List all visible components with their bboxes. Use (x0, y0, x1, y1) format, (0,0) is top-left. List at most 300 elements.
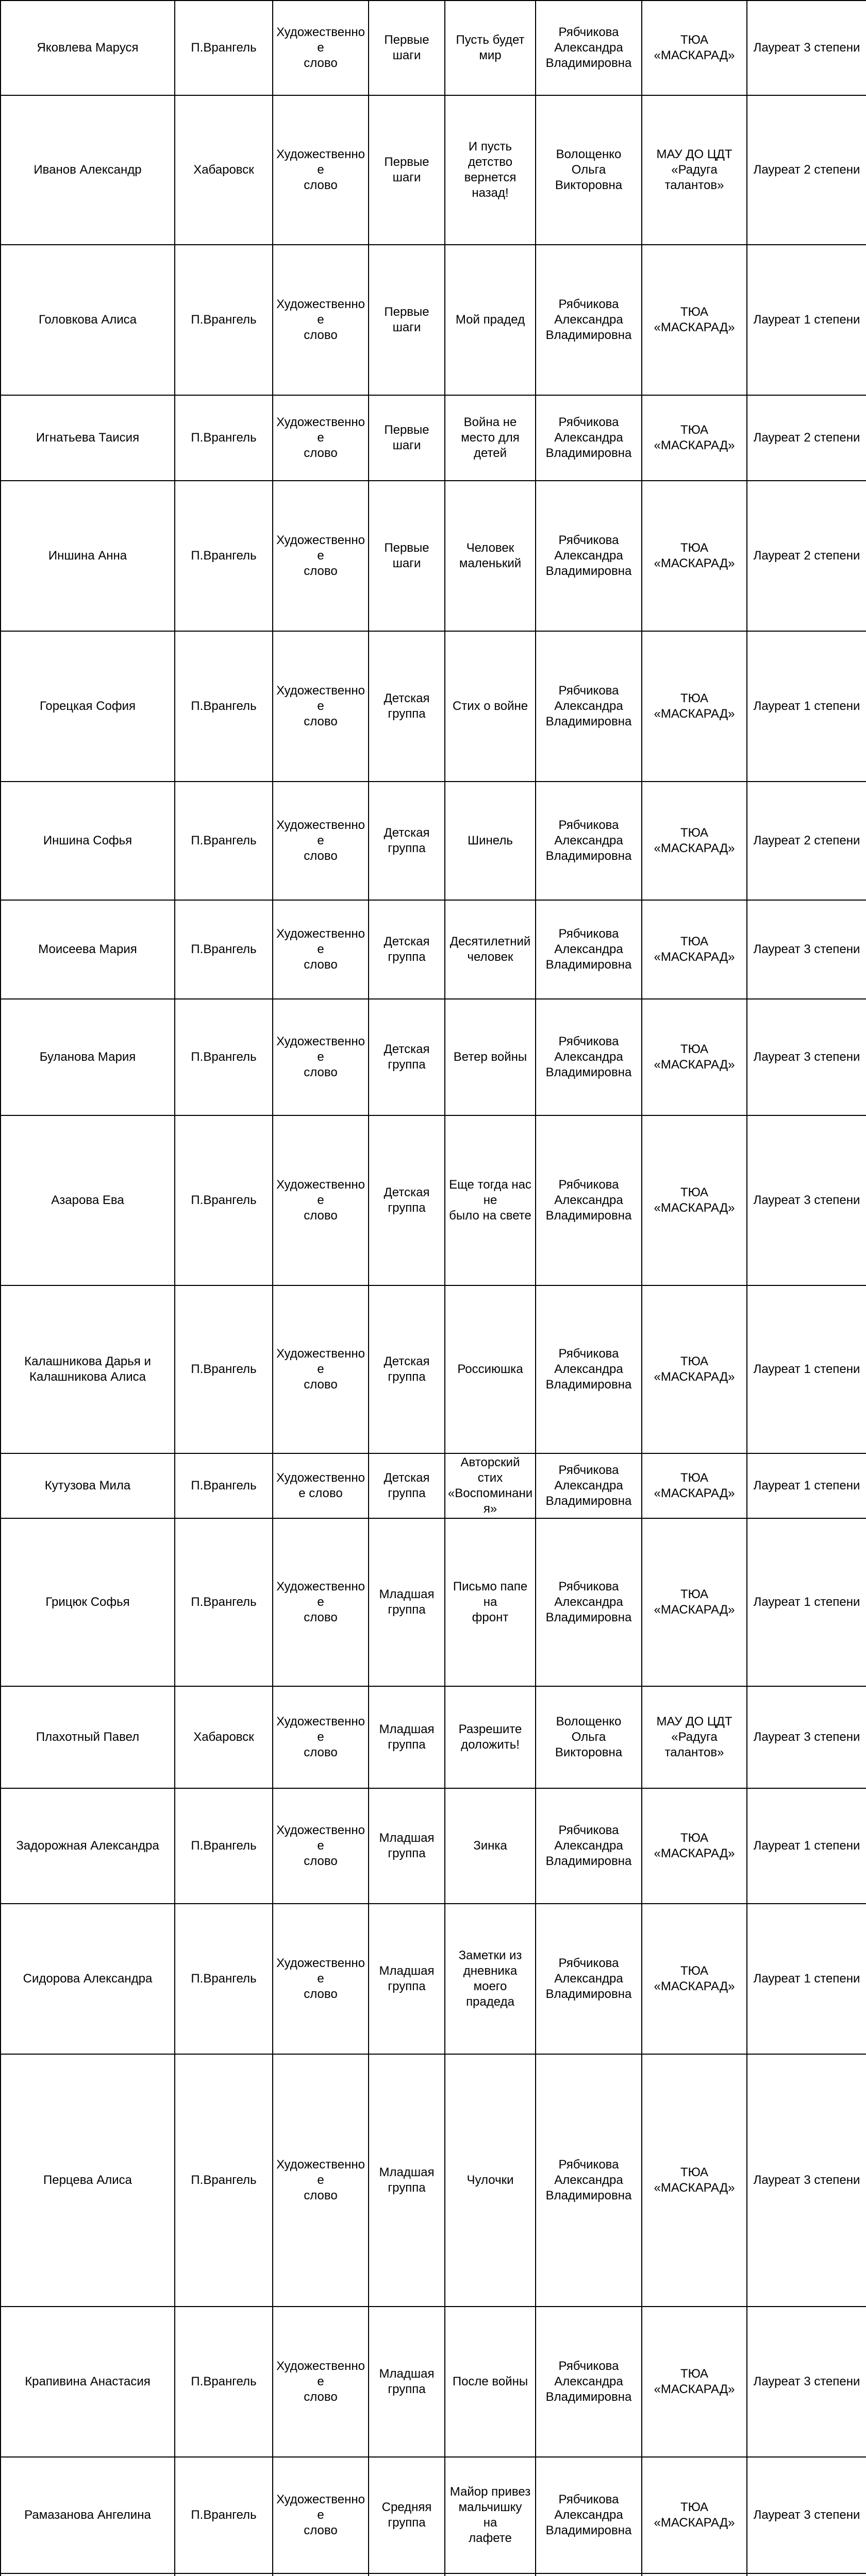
work-title-text: Чулочки (467, 2173, 514, 2187)
participant-name-text: Иншина Софья (43, 834, 132, 848)
nomination-cell (273, 1904, 369, 2054)
result-cell (747, 2573, 866, 2576)
city-text: Хабаровск (193, 1730, 254, 1744)
age-group-text: Детская группа (384, 935, 430, 964)
city-cell (175, 1453, 273, 1518)
work-title-cell (445, 1788, 536, 1904)
nomination-cell (273, 2573, 369, 2576)
age-group-cell (369, 245, 445, 395)
result-text: Лауреат 2 степени (753, 431, 860, 445)
city-cell (175, 2054, 273, 2307)
participant-name-cell (1, 1115, 175, 1285)
participant-name-cell (1, 1904, 175, 2054)
age-group-cell (369, 1453, 445, 1518)
work-title-cell (445, 2307, 536, 2457)
participant-name-cell (1, 782, 175, 900)
nomination-cell (273, 481, 369, 631)
city-cell (175, 631, 273, 782)
teacher-text: Рябчикова Александра Владимировна (545, 1956, 632, 2001)
work-title-cell (445, 481, 536, 631)
work-title-text: После войны (452, 2375, 528, 2388)
nomination-text: Художественно е слово (276, 147, 365, 192)
city-cell (175, 900, 273, 999)
organization-cell (642, 245, 747, 395)
participant-name-cell (1, 95, 175, 245)
result-text: Лауреат 3 степени (753, 1050, 860, 1064)
table-row (1, 1788, 866, 1904)
organization-text: ТЮА «МАСКАРАД» (654, 691, 735, 721)
nomination-cell (273, 631, 369, 782)
participant-name-cell (1, 2457, 175, 2573)
result-text: Лауреат 1 степени (753, 699, 860, 713)
age-group-text: Младшая группа (379, 1964, 435, 1993)
participant-name-cell (1, 395, 175, 481)
table-row (1, 1904, 866, 2054)
organization-cell (642, 2457, 747, 2573)
work-title-text: Майор привез мальчишку на лафете (449, 2485, 531, 2545)
teacher-text: Рябчикова Александра Владимировна (545, 818, 632, 863)
work-title-cell (445, 2457, 536, 2573)
teacher-text: Рябчикова Александра Владимировна (545, 2158, 632, 2202)
work-title-text: Разрешите доложить! (458, 1722, 522, 1752)
teacher-text: Рябчикова Александра Владимировна (545, 1035, 632, 1079)
teacher-cell (536, 782, 642, 900)
city-cell (175, 1, 273, 95)
result-text: Лауреат 3 степени (753, 2508, 860, 2522)
nomination-cell (273, 1686, 369, 1788)
result-cell (747, 2307, 866, 2457)
organization-cell (642, 481, 747, 631)
teacher-text: Волощенко Ольга Викторовна (555, 1715, 623, 1759)
age-group-cell (369, 1115, 445, 1285)
nomination-text: Художественно е слово (276, 927, 365, 972)
age-group-text: Младшая группа (379, 1831, 435, 1860)
city-text: П.Врангель (191, 431, 257, 445)
city-text: Хабаровск (193, 163, 254, 177)
teacher-cell (536, 1518, 642, 1686)
result-cell (747, 900, 866, 999)
work-title-cell (445, 95, 536, 245)
result-text: Лауреат 3 степени (753, 1193, 860, 1207)
city-cell (175, 782, 273, 900)
result-cell (747, 1686, 866, 1788)
teacher-text: Рябчикова Александра Владимировна (545, 2493, 632, 2537)
participant-name-text: Крапивина Анастасия (25, 2375, 151, 2388)
organization-text: ТЮА «МАСКАРАД» (654, 2500, 735, 2530)
result-text: Лауреат 3 степени (753, 2173, 860, 2187)
city-cell (175, 481, 273, 631)
age-group-cell (369, 2457, 445, 2573)
age-group-cell (369, 2054, 445, 2307)
work-title-cell (445, 631, 536, 782)
city-cell (175, 95, 273, 245)
age-group-text: Младшая группа (379, 2165, 435, 2195)
participant-name-text: Грицюк Софья (45, 1595, 130, 1609)
teacher-cell (536, 2054, 642, 2307)
nomination-cell (273, 900, 369, 999)
result-text: Лауреат 1 степени (753, 1839, 860, 1853)
teacher-text: Рябчикова Александра Владимировна (545, 1823, 632, 1868)
nomination-text: Художественно е слово (276, 415, 365, 460)
city-cell (175, 1904, 273, 2054)
result-cell (747, 481, 866, 631)
age-group-cell (369, 1686, 445, 1788)
nomination-text: Художественно е слово (276, 1035, 365, 1079)
organization-cell (642, 900, 747, 999)
city-cell (175, 1788, 273, 1904)
participant-name-text: Рамазанова Ангелина (24, 2508, 151, 2522)
work-title-text: Зинка (473, 1839, 507, 1853)
age-group-text: Детская группа (384, 1185, 430, 1215)
city-text: П.Врангель (191, 41, 257, 55)
organization-text: ТЮА «МАСКАРАД» (654, 305, 735, 334)
result-cell (747, 782, 866, 900)
teacher-text: Рябчикова Александра Владимировна (545, 684, 632, 728)
age-group-cell (369, 631, 445, 782)
participant-name-text: Иванов Александр (34, 163, 142, 177)
result-text: Лауреат 1 степени (753, 313, 860, 327)
work-title-text: Десятилетний человек (449, 935, 531, 964)
table-row (1, 1, 866, 95)
participant-name-text: Яковлева Маруся (37, 41, 139, 55)
work-title-text: Россиюшка (457, 1362, 523, 1376)
table-row (1, 1115, 866, 1285)
table-row (1, 782, 866, 900)
table-row (1, 999, 866, 1115)
teacher-cell (536, 1115, 642, 1285)
teacher-cell (536, 999, 642, 1115)
nomination-text: Художественно е слово (276, 297, 365, 342)
work-title-cell (445, 1285, 536, 1453)
city-cell (175, 1285, 273, 1453)
city-text: П.Врангель (191, 1972, 257, 1986)
participant-name-text: Азарова Ева (51, 1193, 124, 1207)
age-group-text: Первые шаги (384, 423, 429, 452)
organization-cell (642, 999, 747, 1115)
nomination-cell (273, 2457, 369, 2573)
city-cell (175, 1686, 273, 1788)
teacher-cell (536, 1453, 642, 1518)
work-title-cell (445, 1518, 536, 1686)
organization-text: ТЮА «МАСКАРАД» (654, 935, 735, 964)
teacher-cell (536, 245, 642, 395)
nomination-text: Художественно е слово (276, 1956, 365, 2001)
work-title-cell (445, 245, 536, 395)
result-cell (747, 1518, 866, 1686)
nomination-text: Художественно е слово (276, 684, 365, 728)
teacher-cell (536, 631, 642, 782)
result-cell (747, 1904, 866, 2054)
teacher-text: Рябчикова Александра Владимировна (545, 927, 632, 972)
organization-cell (642, 1285, 747, 1453)
organization-text: МАУ ДО ЦДТ «Радуга талантов» (656, 147, 732, 192)
participant-name-cell (1, 2573, 175, 2576)
city-text: П.Врангель (191, 1193, 257, 1207)
organization-cell (642, 1115, 747, 1285)
result-text: Лауреат 1 степени (753, 1479, 860, 1493)
city-text: П.Врангель (191, 1050, 257, 1064)
nomination-cell (273, 782, 369, 900)
participant-name-cell (1, 999, 175, 1115)
participant-name-text: Горецкая София (39, 699, 136, 713)
age-group-cell (369, 2307, 445, 2457)
work-title-cell (445, 1904, 536, 2054)
organization-text: МАУ ДО ЦДТ «Радуга талантов» (656, 1715, 732, 1759)
organization-cell (642, 1904, 747, 2054)
city-cell (175, 395, 273, 481)
participant-name-text: Сидорова Александра (23, 1972, 153, 1986)
city-text: П.Врангель (191, 313, 257, 327)
organization-cell (642, 1518, 747, 1686)
work-title-cell (445, 2054, 536, 2307)
teacher-cell (536, 395, 642, 481)
city-cell (175, 1115, 273, 1285)
result-text: Лауреат 2 степени (753, 834, 860, 848)
age-group-cell (369, 95, 445, 245)
age-group-text: Детская группа (384, 1042, 430, 1072)
table-row (1, 1518, 866, 1686)
organization-text: ТЮА «МАСКАРАД» (654, 2367, 735, 2396)
work-title-text: Война не место для детей (461, 415, 520, 460)
age-group-text: Первые шаги (384, 305, 429, 334)
table-row (1, 1453, 866, 1518)
table-row (1, 1686, 866, 1788)
nomination-text: Художественно е слово (276, 818, 365, 863)
nomination-text: Художественно е слово (276, 1471, 365, 1500)
city-text: П.Врангель (191, 834, 257, 848)
result-cell (747, 1115, 866, 1285)
organization-cell (642, 95, 747, 245)
age-group-text: Первые шаги (384, 33, 429, 62)
work-title-text: Ветер войны (453, 1050, 527, 1064)
result-text: Лауреат 1 степени (753, 1972, 860, 1986)
teacher-text: Рябчикова Александра Владимировна (545, 297, 632, 342)
city-text: П.Врангель (191, 699, 257, 713)
teacher-text: Рябчикова Александра Владимировна (545, 1580, 632, 1624)
nomination-cell (273, 2054, 369, 2307)
table-row (1, 2457, 866, 2573)
age-group-cell (369, 1788, 445, 1904)
organization-cell (642, 1788, 747, 1904)
participant-name-cell (1, 1, 175, 95)
participant-name-cell (1, 900, 175, 999)
participant-name-text: Буланова Мария (39, 1050, 136, 1064)
table-row (1, 900, 866, 999)
work-title-cell (445, 2573, 536, 2576)
organization-text: ТЮА «МАСКАРАД» (654, 1831, 735, 1860)
table-row (1, 2307, 866, 2457)
table-row (1, 245, 866, 395)
work-title-text: И пусть детство вернется назад! (464, 140, 517, 200)
age-group-text: Детская группа (384, 826, 430, 855)
city-text: П.Врангель (191, 942, 257, 956)
age-group-text: Первые шаги (384, 541, 429, 570)
work-title-text: Человек маленький (459, 541, 522, 570)
table-row (1, 395, 866, 481)
teacher-text: Рябчикова Александра Владимировна (545, 1178, 632, 1223)
age-group-text: Средняя группа (381, 2500, 432, 2530)
participant-name-text: Плахотный Павел (36, 1730, 140, 1744)
work-title-text: Стих о войне (452, 699, 528, 713)
participant-name-text: Перцева Алиса (43, 2173, 132, 2187)
age-group-cell (369, 1518, 445, 1686)
teacher-text: Рябчикова Александра Владимировна (545, 2359, 632, 2404)
city-text: П.Врангель (191, 1362, 257, 1376)
organization-cell (642, 2054, 747, 2307)
organization-text: ТЮА «МАСКАРАД» (654, 33, 735, 62)
participant-name-cell (1, 2054, 175, 2307)
teacher-text: Волощенко Ольга Викторовна (555, 147, 623, 192)
city-cell (175, 1518, 273, 1686)
teacher-text: Рябчикова Александра Владимировна (545, 25, 632, 70)
organization-cell (642, 2573, 747, 2576)
work-title-cell (445, 1115, 536, 1285)
teacher-cell (536, 900, 642, 999)
age-group-cell (369, 1285, 445, 1453)
participant-name-text: Задорожная Александра (16, 1839, 159, 1853)
result-text: Лауреат 1 степени (753, 1595, 860, 1609)
work-title-cell (445, 782, 536, 900)
teacher-text: Рябчикова Александра Владимировна (545, 1347, 632, 1392)
age-group-text: Первые шаги (384, 155, 429, 184)
result-cell (747, 631, 866, 782)
age-group-text: Младшая группа (379, 1587, 435, 1617)
nomination-text: Художественно е слово (276, 533, 365, 578)
nomination-cell (273, 1788, 369, 1904)
teacher-cell (536, 2457, 642, 2573)
result-text: Лауреат 2 степени (753, 163, 860, 177)
nomination-cell (273, 1518, 369, 1686)
participant-name-text: Моисеева Мария (38, 942, 137, 956)
result-cell (747, 1788, 866, 1904)
work-title-text: Еще тогда нас не было на свете (449, 1178, 531, 1223)
work-title-cell (445, 1453, 536, 1518)
participant-name-cell (1, 1453, 175, 1518)
nomination-text: Художественно е слово (276, 1347, 365, 1392)
nomination-text: Художественно е слово (276, 2493, 365, 2537)
city-text: П.Врангель (191, 1479, 257, 1493)
work-title-text: Шинель (468, 834, 513, 848)
organization-cell (642, 782, 747, 900)
result-cell (747, 1285, 866, 1453)
participant-name-cell (1, 631, 175, 782)
table-row (1, 95, 866, 245)
age-group-cell (369, 395, 445, 481)
result-cell (747, 2054, 866, 2307)
participant-name-text: Калашникова Дарья и Калашникова Алиса (24, 1354, 151, 1384)
age-group-cell (369, 1904, 445, 2054)
age-group-text: Младшая группа (379, 1722, 435, 1752)
results-table-body (1, 1, 866, 2576)
work-title-text: Заметки из дневника моего прадеда (458, 1948, 522, 2009)
work-title-text: Пусть будет мир (456, 33, 525, 62)
result-cell (747, 1453, 866, 1518)
teacher-text: Рябчикова Александра Владимировна (545, 415, 632, 460)
organization-cell (642, 2307, 747, 2457)
participant-name-cell (1, 481, 175, 631)
nomination-text: Художественно е слово (276, 25, 365, 70)
nomination-text: Художественно е слово (276, 1580, 365, 1624)
participant-name-text: Игнатьева Таисия (36, 431, 140, 445)
nomination-text: Художественно е слово (276, 1178, 365, 1223)
participant-name-cell (1, 2307, 175, 2457)
city-cell (175, 2457, 273, 2573)
table-row (1, 2054, 866, 2307)
work-title-cell (445, 395, 536, 481)
result-cell (747, 95, 866, 245)
nomination-cell (273, 1285, 369, 1453)
nomination-text: Художественно е слово (276, 2359, 365, 2404)
participant-name-text: Иншина Анна (48, 549, 127, 563)
city-text: П.Врангель (191, 1595, 257, 1609)
organization-text: ТЮА «МАСКАРАД» (654, 826, 735, 855)
organization-text: ТЮА «МАСКАРАД» (654, 1964, 735, 1993)
teacher-cell (536, 95, 642, 245)
result-text: Лауреат 1 степени (753, 1362, 860, 1376)
result-cell (747, 2457, 866, 2573)
organization-cell (642, 395, 747, 481)
city-cell (175, 2307, 273, 2457)
nomination-cell (273, 999, 369, 1115)
organization-text: ТЮА «МАСКАРАД» (654, 1354, 735, 1384)
teacher-cell (536, 1686, 642, 1788)
city-cell (175, 999, 273, 1115)
work-title-cell (445, 1686, 536, 1788)
city-text: П.Врангель (191, 1839, 257, 1853)
teacher-cell (536, 1904, 642, 2054)
teacher-cell (536, 1285, 642, 1453)
participant-name-cell (1, 1788, 175, 1904)
result-cell (747, 395, 866, 481)
teacher-text: Рябчикова Александра Владимировна (545, 1463, 632, 1508)
city-text: П.Врангель (191, 2173, 257, 2187)
age-group-cell (369, 900, 445, 999)
city-cell (175, 245, 273, 395)
organization-text: ТЮА «МАСКАРАД» (654, 1042, 735, 1072)
organization-text: ТЮА «МАСКАРАД» (654, 1587, 735, 1617)
organization-cell (642, 1686, 747, 1788)
organization-text: ТЮА «МАСКАРАД» (654, 1471, 735, 1500)
work-title-cell (445, 999, 536, 1115)
age-group-cell (369, 1, 445, 95)
nomination-cell (273, 2307, 369, 2457)
participant-name-cell (1, 1518, 175, 1686)
participant-name-cell (1, 1686, 175, 1788)
nomination-text: Художественно е слово (276, 1823, 365, 1868)
city-text: П.Врангель (191, 549, 257, 563)
teacher-cell (536, 1, 642, 95)
table-row (1, 631, 866, 782)
work-title-text: Мой прадед (455, 313, 525, 327)
nomination-cell (273, 395, 369, 481)
age-group-cell (369, 782, 445, 900)
organization-text: ТЮА «МАСКАРАД» (654, 1185, 735, 1215)
age-group-cell (369, 999, 445, 1115)
nomination-cell (273, 1, 369, 95)
age-group-text: Детская группа (384, 691, 430, 721)
result-cell (747, 245, 866, 395)
organization-cell (642, 1, 747, 95)
city-text: П.Врангель (191, 2375, 257, 2388)
participant-name-cell (1, 245, 175, 395)
participant-name-cell (1, 1285, 175, 1453)
work-title-text: Письмо папе на фронт (453, 1580, 528, 1624)
teacher-cell (536, 481, 642, 631)
organization-cell (642, 1453, 747, 1518)
result-text: Лауреат 3 степени (753, 2375, 860, 2388)
city-cell (175, 2573, 273, 2576)
participant-name-text: Головкова Алиса (39, 313, 137, 327)
